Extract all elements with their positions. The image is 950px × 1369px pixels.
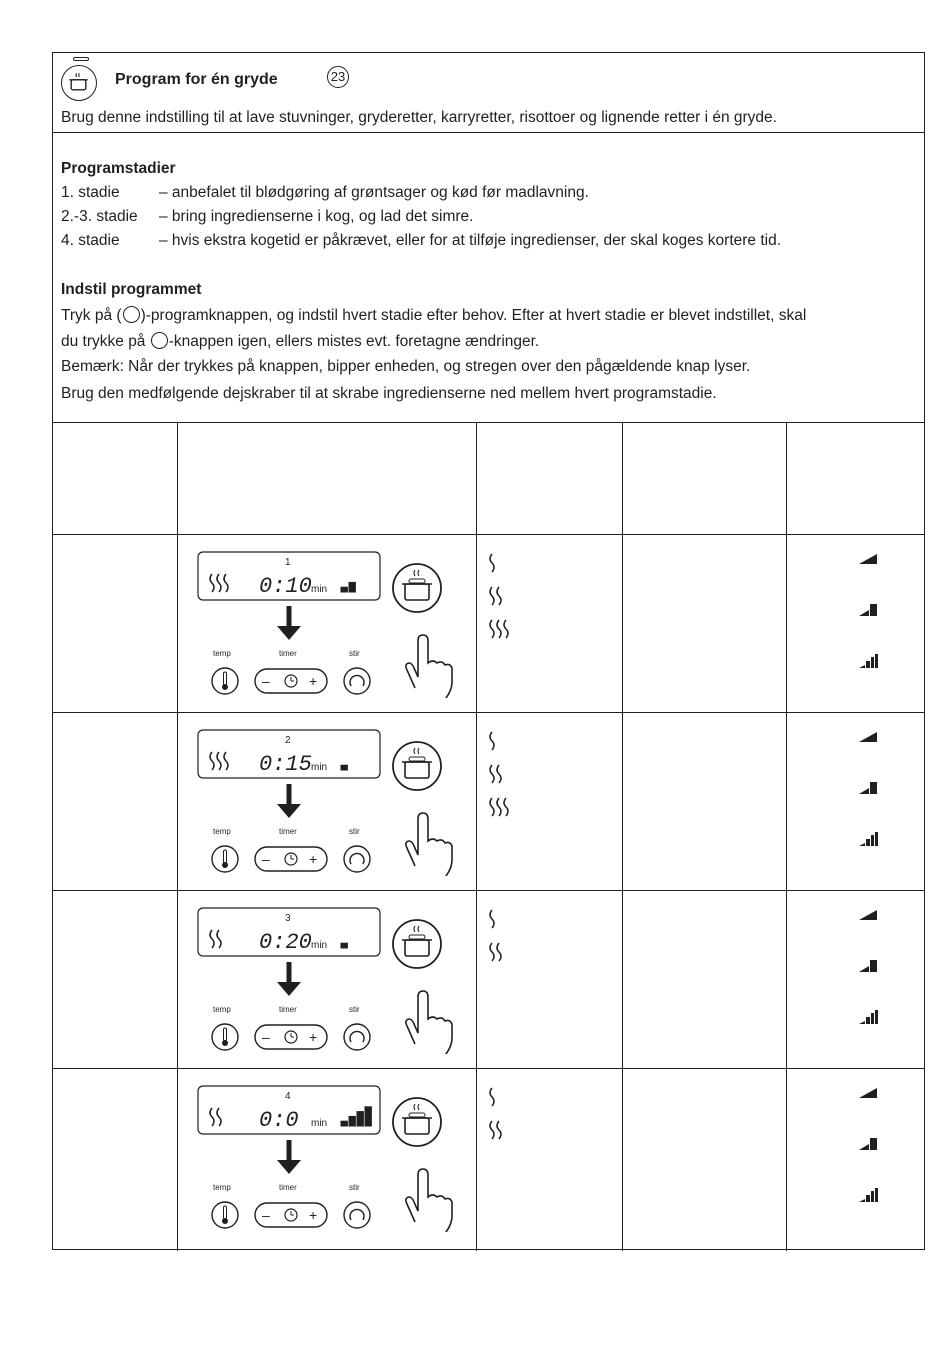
heat-level-icon xyxy=(489,730,519,752)
speed-level-icon xyxy=(857,1186,881,1204)
program-intro: Brug denne indstilling til at lave stuvninger, gryderetter, karryretter, risottoer og lignende retter i én gryde. xyxy=(61,109,777,126)
program-header xyxy=(53,53,924,133)
stir-button xyxy=(344,668,370,694)
setup-text: )-programknappen, og indstil hvert stadie efter behov. Efter at hvert stadie er blevet indstillet, skal xyxy=(140,307,807,324)
speed-options xyxy=(857,1082,889,1238)
svg-text:–: – xyxy=(262,1207,270,1223)
program-title: Program for én gryde xyxy=(115,71,278,88)
min-unit: min xyxy=(311,762,328,773)
pointing-hand-icon xyxy=(406,813,452,876)
speed-level-icon xyxy=(857,1082,881,1100)
stage-row xyxy=(53,1068,924,1246)
heat-level-icon xyxy=(489,618,519,640)
speed-options xyxy=(857,726,889,882)
one-pot-icon xyxy=(123,306,140,323)
arrow-down-icon xyxy=(277,804,301,818)
setup-text: -knappen igen, ellers mistes evt. foretagne ændringer. xyxy=(168,333,540,350)
stage-number: 2 xyxy=(285,735,291,746)
svg-text:–: – xyxy=(262,673,270,689)
stage-row xyxy=(53,712,924,890)
stage-row xyxy=(53,534,924,712)
speed-level-icon xyxy=(857,830,881,848)
stage-row xyxy=(53,890,924,1068)
heat-level-icon xyxy=(489,1119,519,1141)
svg-text:+: + xyxy=(309,851,318,867)
heat-options xyxy=(489,552,529,651)
timer-readout: 0:15 xyxy=(259,752,312,777)
speed-level-icon xyxy=(857,600,881,618)
one-pot-button xyxy=(393,742,441,790)
arrow-down-icon xyxy=(277,1160,301,1174)
pointing-hand-icon xyxy=(406,1169,452,1232)
speed-level-icon xyxy=(857,1134,881,1152)
speed-level-icon xyxy=(857,652,881,670)
one-pot-program-icon xyxy=(61,65,97,101)
speed-level-icon xyxy=(857,726,881,744)
stage-number: 1 xyxy=(285,557,291,568)
timer-readout: 0:0 xyxy=(259,1108,299,1133)
heat-level-icon xyxy=(489,552,519,574)
speed-level-icon xyxy=(857,904,881,922)
control-panel-illustration xyxy=(193,726,463,876)
speed-level-icon xyxy=(857,956,881,974)
stage-description: – anbefalet til blødgøring af grøntsager og kød før madlavning. xyxy=(159,184,589,201)
temp-label: temp xyxy=(213,1005,231,1014)
svg-text:+: + xyxy=(309,673,318,689)
speed-level-icon xyxy=(857,778,881,796)
heat-level-icon xyxy=(489,763,519,785)
setup-note: Bemærk: Når der trykkes på knappen, bipper enheden, og stregen over den pågældende knap lyser. xyxy=(61,358,751,375)
stage-number: 3 xyxy=(285,913,291,924)
temp-label: temp xyxy=(213,827,231,836)
stages-title: Programstadier xyxy=(61,160,176,177)
stir-label: stir xyxy=(349,649,360,658)
control-panel-illustration xyxy=(193,1082,463,1232)
setup-text: Tryk på xyxy=(61,307,117,324)
timer-label: timer xyxy=(279,649,297,658)
temp-label: temp xyxy=(213,649,231,658)
stir-label: stir xyxy=(349,1005,360,1014)
min-unit: min xyxy=(311,940,328,951)
speed-level-icon xyxy=(857,548,881,566)
pointing-hand-icon xyxy=(406,991,452,1054)
stage-label: 2.-3. stadie xyxy=(61,208,138,225)
stage-label: 4. stadie xyxy=(61,232,120,249)
one-pot-button xyxy=(393,1098,441,1146)
stir-label: stir xyxy=(349,827,360,836)
stage-description: – hvis ekstra kogetid er påkrævet, eller for at tilføje ingredienser, der skal koges kortere tid. xyxy=(159,232,782,249)
svg-text:–: – xyxy=(262,851,270,867)
svg-text:+: + xyxy=(309,1029,318,1045)
control-panel-illustration xyxy=(193,904,463,1054)
heat-options xyxy=(489,908,529,974)
svg-text:+: + xyxy=(309,1207,318,1223)
arrow-down-icon xyxy=(277,982,301,996)
heat-options xyxy=(489,730,529,829)
stir-button xyxy=(344,1024,370,1050)
timer-readout: 0:10 xyxy=(259,574,312,599)
temp-label: temp xyxy=(213,1183,231,1192)
heat-level-icon xyxy=(489,941,519,963)
setup-title: Indstil programmet xyxy=(61,281,202,298)
svg-text:–: – xyxy=(262,1029,270,1045)
stir-button xyxy=(344,846,370,872)
control-panel-illustration xyxy=(193,548,463,698)
arrow-down-icon xyxy=(277,626,301,640)
setup-text: du trykke på xyxy=(61,333,150,350)
stage-label: 1. stadie xyxy=(61,184,120,201)
stir-button xyxy=(344,1202,370,1228)
min-unit: min xyxy=(311,584,328,595)
timer-label: timer xyxy=(279,1005,297,1014)
indicator-bar-icon xyxy=(73,57,89,61)
one-pot-button xyxy=(393,564,441,612)
speed-level-icon xyxy=(857,1008,881,1026)
reference-number: 23 xyxy=(327,66,349,88)
setup-line-1: Tryk på ( )-programknappen, og indstil hvert stadie efter behov. Efter at hvert stadie er blevet indstillet, skal xyxy=(61,307,807,324)
setup-line-2 xyxy=(61,332,539,351)
stir-label: stir xyxy=(349,1183,360,1192)
one-pot-icon xyxy=(151,332,168,349)
timer-readout: 0:20 xyxy=(259,930,312,955)
timer-label: timer xyxy=(279,827,297,836)
one-pot-button xyxy=(393,920,441,968)
setup-scraper-note: Brug den medfølgende dejskraber til at skrabe ingredienserne ned mellem hvert programstadie. xyxy=(61,385,717,402)
stage-number: 4 xyxy=(285,1091,291,1102)
page-frame xyxy=(52,52,925,1250)
heat-level-icon xyxy=(489,1086,519,1108)
pointing-hand-icon xyxy=(406,635,452,698)
min-unit: min xyxy=(311,1118,328,1129)
heat-level-icon xyxy=(489,585,519,607)
heat-level-icon xyxy=(489,796,519,818)
heat-options xyxy=(489,1086,529,1152)
speed-options xyxy=(857,904,889,1060)
stage-description: – bring ingredienserne i kog, og lad det simre. xyxy=(159,208,474,225)
speed-options xyxy=(857,548,889,704)
heat-level-icon xyxy=(489,908,519,930)
timer-label: timer xyxy=(279,1183,297,1192)
